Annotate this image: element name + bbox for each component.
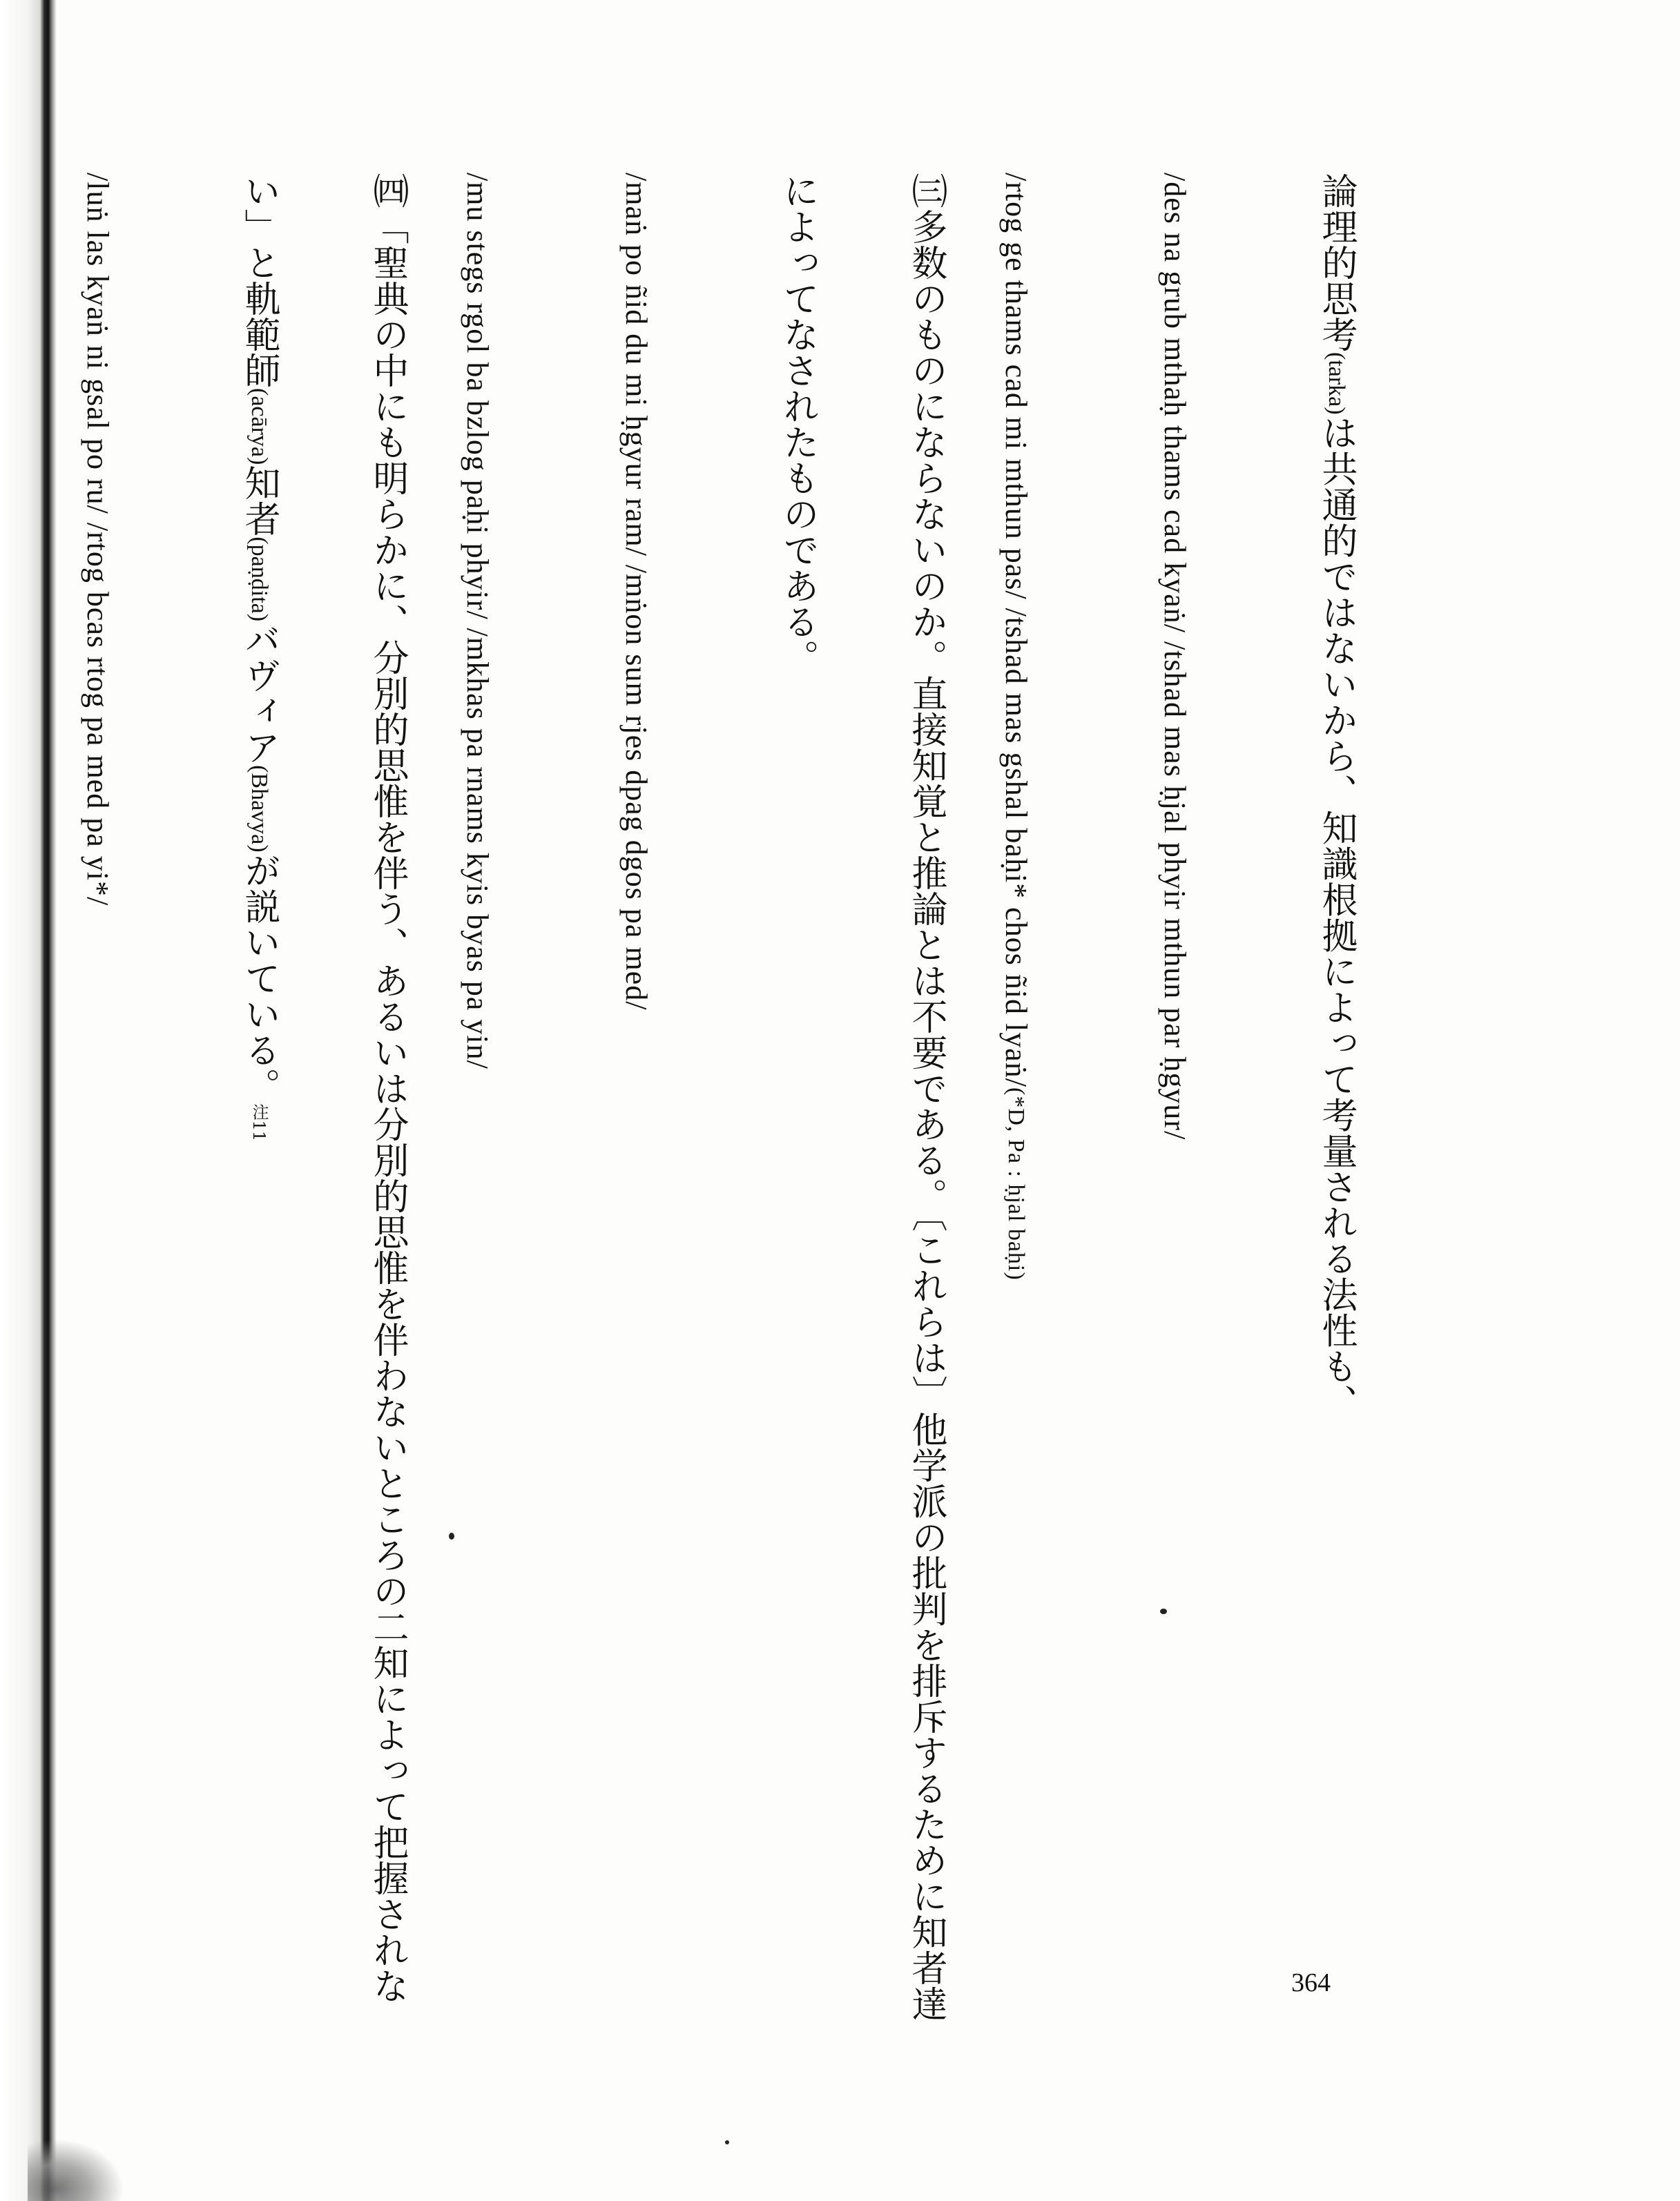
sanskrit-term: (paṇḍita) bbox=[247, 536, 272, 622]
sanskrit-term: (acārya) bbox=[247, 388, 272, 465]
tibetan-transliteration-line bbox=[621, 173, 723, 1940]
scan-speck bbox=[1160, 1609, 1167, 1614]
text-segment: い」と軌範師 bbox=[238, 173, 280, 388]
text-segment: /luṅ las kyaṅ ni gsal po ru/ /rtog bcas rtog pa med pa yi*/ bbox=[81, 173, 115, 906]
tibetan-transliteration-line bbox=[82, 173, 184, 1940]
text-segment: /rtog ge thams cad mi mthun pas/ /tshad mas gshal baḥi* chos ñid lyaṅ/ bbox=[999, 173, 1033, 1088]
tibetan-transliteration-line bbox=[0, 173, 26, 1940]
japanese-text-line bbox=[1315, 173, 1390, 1940]
japanese-text-line bbox=[905, 173, 947, 2021]
sanskrit-term: (Bhavya) bbox=[247, 765, 272, 853]
japanese-text-line bbox=[777, 173, 851, 1940]
text-segment: 論理的思考 bbox=[1315, 173, 1357, 352]
page-number: 364 bbox=[1291, 1968, 1331, 1997]
text-segment: は共通的ではないから、知識根拠によって考量される法性も、 bbox=[1315, 414, 1357, 1420]
text-segment: /mu stegs rgol ba bzlog paḥi phyir/ /mkhas pa rnams kyis byas pa yin/ bbox=[461, 173, 494, 1069]
scan-speck bbox=[449, 1533, 454, 1540]
tibetan-transliteration-line bbox=[1159, 173, 1262, 1940]
japanese-text-line bbox=[238, 173, 313, 1940]
text-segment: ㈣「聖典の中にも明らかに、分別的思惟を伴う、あるいは分別的思惟を伴わないところの二知によって把握されな bbox=[367, 173, 408, 2004]
text-segment: が説いている。 bbox=[238, 852, 280, 1104]
text-segment: によってなされたものである。 bbox=[777, 173, 818, 675]
text-segment: 知者 bbox=[238, 465, 280, 537]
scan-smudge bbox=[28, 2139, 124, 2201]
scan-speck bbox=[725, 2140, 729, 2144]
tibetan-transliteration-line bbox=[1001, 173, 1103, 1940]
text-segment: /maṅ po ñid du mi ḥgyur ram/ /mṅon sum rjes dpag dgos pa med/ bbox=[619, 173, 653, 1011]
japanese-text-line bbox=[367, 173, 408, 2004]
text-segment: バヴィア bbox=[238, 621, 280, 766]
text-segment: ㈢多数のものにならないのか。直接知覚と推論とは不要である。〔これらは〕他学派の批判を排斥するために知者達 bbox=[905, 173, 947, 2021]
footnote-marker: 注11 bbox=[249, 1103, 269, 1142]
sanskrit-term: (tarka) bbox=[1324, 352, 1349, 415]
text-segment: /des na grub mthaḥ thams cad kyaṅ/ /tshad mas ḥjal phyir mthun par ḥgyur/ bbox=[1158, 173, 1192, 1141]
variant-reading: (*D, Pa : ḥjal baḥi) bbox=[1003, 1087, 1029, 1281]
tibetan-transliteration-line bbox=[462, 173, 564, 1940]
